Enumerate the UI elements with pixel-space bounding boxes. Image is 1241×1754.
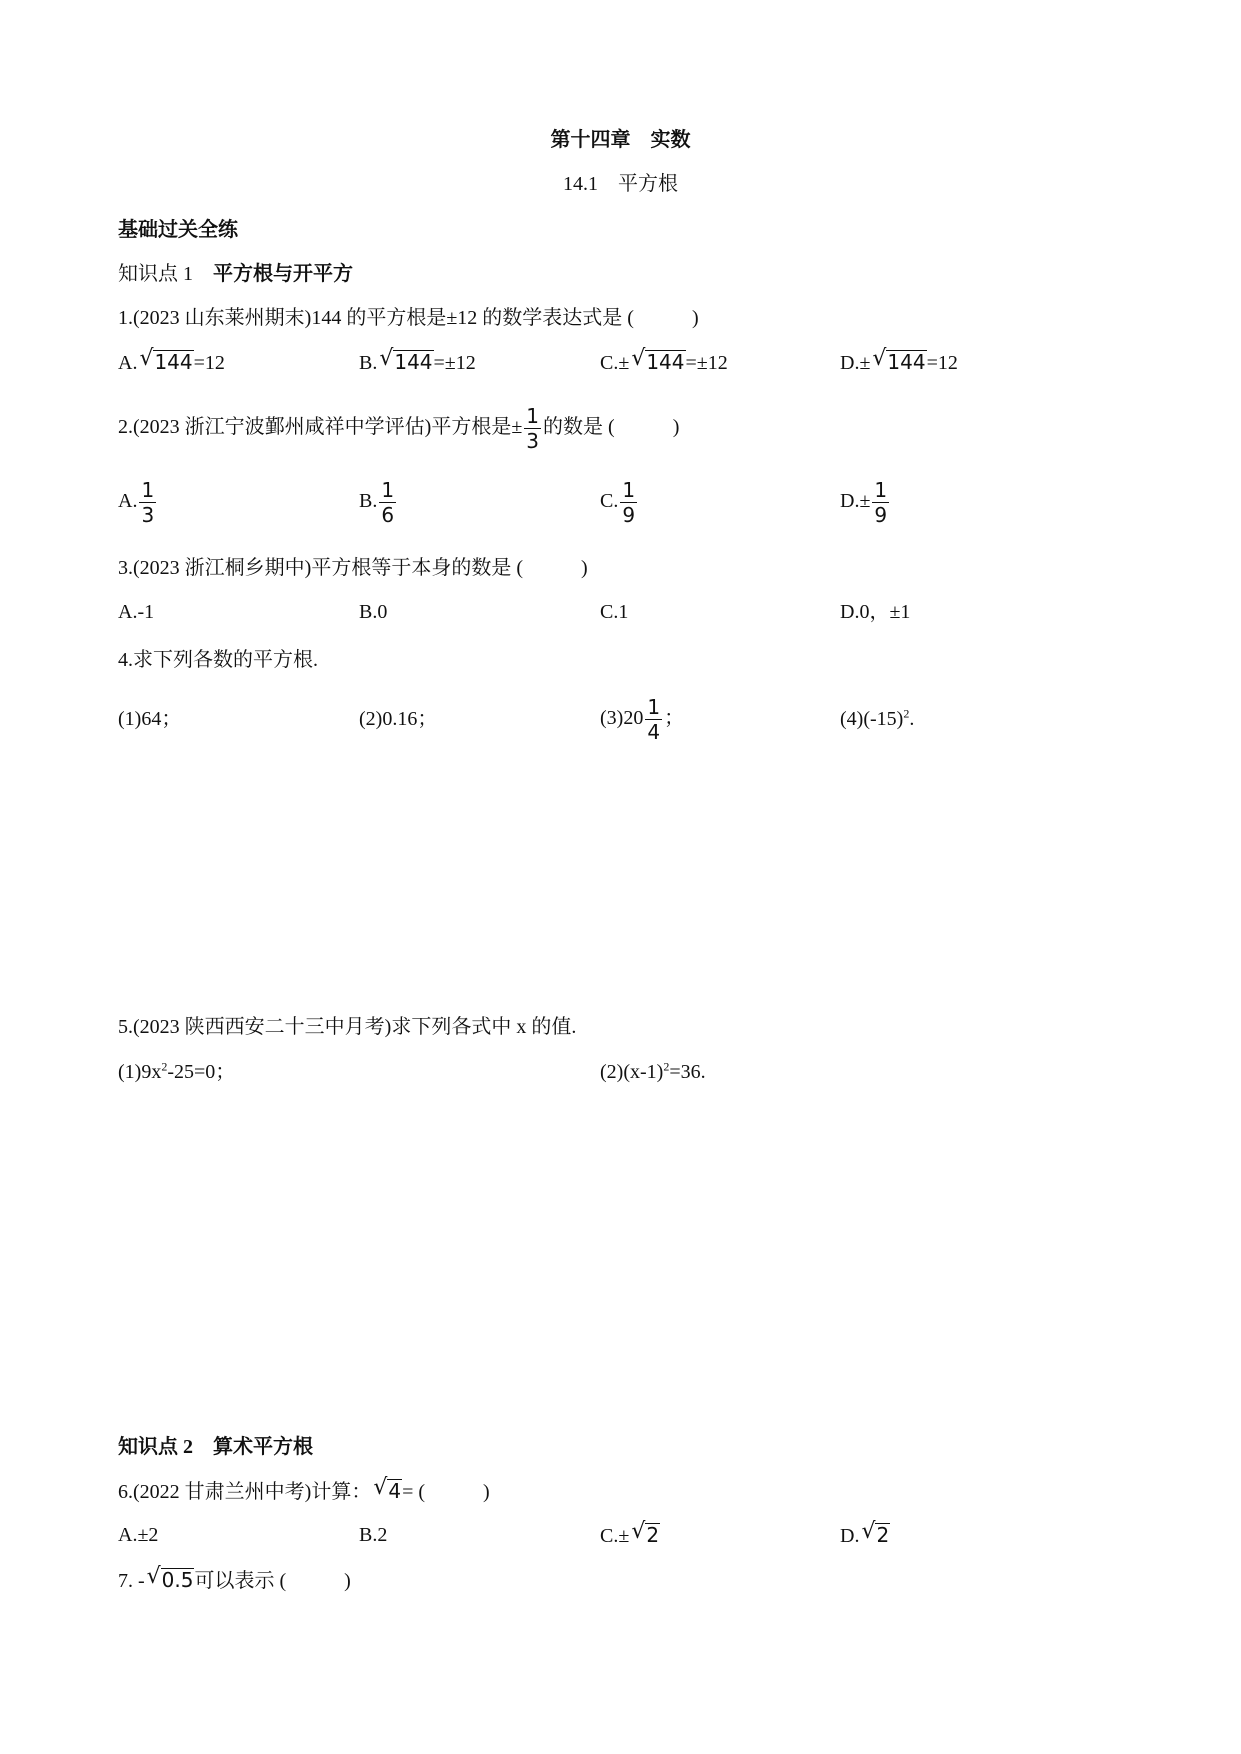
q1-text: 1.(2023 山东莱州期末)144 的平方根是±12 的数学表达式是 ( (118, 307, 634, 329)
q2-option-b (359, 478, 398, 527)
fraction (645, 695, 662, 744)
section-title-text: 14.1 平方根 (563, 173, 678, 195)
exponent: 2 (903, 706, 910, 721)
q2-b-prefix: B. (359, 490, 378, 513)
q3-option-c: C.1 (600, 601, 629, 623)
q3-option-a: A.-1 (118, 601, 155, 623)
q6-option-d (840, 1519, 890, 1548)
q4-part-2: (2)0.16； (359, 708, 438, 730)
q3-option-d: D.0，±1 (840, 601, 911, 623)
q1-b-prefix: B. (359, 352, 378, 374)
q2-option-c (600, 478, 639, 527)
q3-text: 3.(2023 浙江桐乡期中)平方根等于本身的数是 ( (118, 557, 523, 579)
q1-option-b (359, 346, 476, 375)
kp1-label: 知识点 1 (118, 263, 193, 285)
question-5-stem: 5.(2023 陕西西安二十三中月考)求下列各式中 x 的值. (118, 1016, 577, 1038)
q6-d-radicand: 2 (876, 1523, 890, 1547)
kp2-title: 算术平方根 (213, 1436, 313, 1458)
q1-c-suffix: =±12 (685, 352, 728, 374)
q2-close: ) (672, 416, 680, 439)
q2-option-d (840, 478, 891, 527)
q2-text-after: 的数是 ( (543, 416, 615, 439)
sqrt-sign: √ 144 (379, 346, 433, 374)
fraction (872, 478, 889, 527)
exponent: 2 (663, 1059, 670, 1074)
numerator: 1 (381, 478, 395, 502)
q4-p4-suffix: . (909, 708, 915, 730)
q1-d-radicand: 144 (887, 350, 926, 374)
fraction (379, 478, 396, 527)
question-3-stem (118, 556, 588, 580)
sqrt-sign: √ 4 (373, 1475, 402, 1503)
knowledge-point-2 (118, 1435, 313, 1459)
denominator: 3 (141, 503, 155, 527)
sqrt-sign: √ 144 (139, 346, 193, 374)
question-7-stem (118, 1564, 351, 1593)
fraction (139, 478, 156, 527)
q7-radicand: 0.5 (161, 1568, 194, 1592)
q6-text-before: 6.(2022 甘肃兰州中考)计算： (118, 1481, 372, 1503)
denominator: 9 (622, 503, 636, 527)
knowledge-point-1 (118, 262, 353, 286)
q1-a-prefix: A. (118, 352, 138, 374)
q3-option-b: B.0 (359, 601, 388, 623)
q5-part-1 (118, 1060, 235, 1084)
denominator: 3 (526, 429, 540, 453)
numerator: 1 (874, 478, 888, 502)
denominator: 4 (647, 720, 661, 744)
q1-c-radicand: 144 (646, 350, 685, 374)
q5-p1-b: -25=0； (167, 1061, 236, 1083)
q6-radicand: 4 (388, 1479, 402, 1503)
q2-d-prefix: D.± (840, 490, 871, 513)
q7-text-before: 7. - (118, 1570, 145, 1592)
q6-option-c (600, 1519, 660, 1548)
q2-c-prefix: C. (600, 490, 619, 513)
q6-text-after: = ( (402, 1481, 426, 1503)
q1-close: ) (691, 307, 699, 329)
q6-option-b: B.2 (359, 1524, 388, 1546)
q1-d-prefix: D.± (840, 352, 871, 374)
numerator: 1 (141, 478, 155, 502)
q5-p2-b: =36. (669, 1061, 706, 1083)
question-1-stem (118, 306, 699, 330)
q6-option-a: A.±2 (118, 1524, 159, 1546)
q1-option-a (118, 346, 225, 375)
q2-option-a (118, 478, 158, 527)
q1-d-suffix: =12 (926, 352, 958, 374)
denominator: 6 (381, 503, 395, 527)
q4-part-3 (600, 695, 684, 744)
sqrt-sign: √ 2 (861, 1519, 890, 1547)
sqrt-sign: √ 2 (631, 1519, 660, 1547)
kp2-label: 知识点 2 (118, 1436, 193, 1458)
q2-text-before: 2.(2023 浙江宁波鄞州咸祥中学评估)平方根是± (118, 416, 523, 439)
q1-a-suffix: =12 (193, 352, 225, 374)
q5-p2-a: (2)(x-1) (600, 1061, 664, 1083)
numerator: 1 (647, 695, 661, 719)
numerator: 1 (622, 478, 636, 502)
q4-p3-suffix: ； (664, 707, 685, 730)
q1-b-suffix: =±12 (433, 352, 476, 374)
section-title (0, 172, 1241, 196)
numerator: 1 (526, 404, 540, 428)
denominator: 9 (874, 503, 888, 527)
fraction (620, 478, 637, 527)
q4-p3-prefix: (3)20 (600, 707, 644, 730)
q7-text-after: 可以表示 ( (194, 1570, 287, 1592)
q1-c-prefix: C.± (600, 352, 630, 374)
kp1-title: 平方根与开平方 (213, 263, 353, 285)
q6-c-radicand: 2 (646, 1523, 660, 1547)
chapter-title: 第十四章 实数 (550, 129, 691, 151)
q3-close: ) (580, 557, 588, 579)
q6-d-prefix: D. (840, 1525, 860, 1547)
question-6-stem (118, 1475, 490, 1504)
sqrt-sign: √ 144 (631, 346, 685, 374)
q1-option-c (600, 346, 728, 375)
practice-heading: 基础过关全练 (118, 219, 238, 241)
sqrt-sign: √ 0.5 (146, 1564, 194, 1592)
sqrt-sign: √ 144 (872, 346, 926, 374)
q7-close: ) (344, 1570, 351, 1592)
exponent: 2 (161, 1059, 168, 1074)
question-2-stem (118, 404, 679, 453)
question-4-stem: 4.求下列各数的平方根. (118, 649, 318, 671)
q4-p4-prefix: (4)(-15) (840, 708, 904, 730)
q5-part-2 (600, 1060, 706, 1084)
q1-option-d (840, 346, 958, 375)
q4-part-4 (840, 707, 914, 731)
q4-part-1: (1)64； (118, 708, 182, 730)
q1-b-radicand: 144 (394, 350, 433, 374)
q6-c-prefix: C.± (600, 1525, 630, 1547)
q5-p1-a: (1)9x (118, 1061, 162, 1083)
q1-a-radicand: 144 (154, 350, 193, 374)
fraction (524, 404, 541, 453)
q6-close: ) (483, 1481, 490, 1503)
q2-a-prefix: A. (118, 490, 138, 513)
